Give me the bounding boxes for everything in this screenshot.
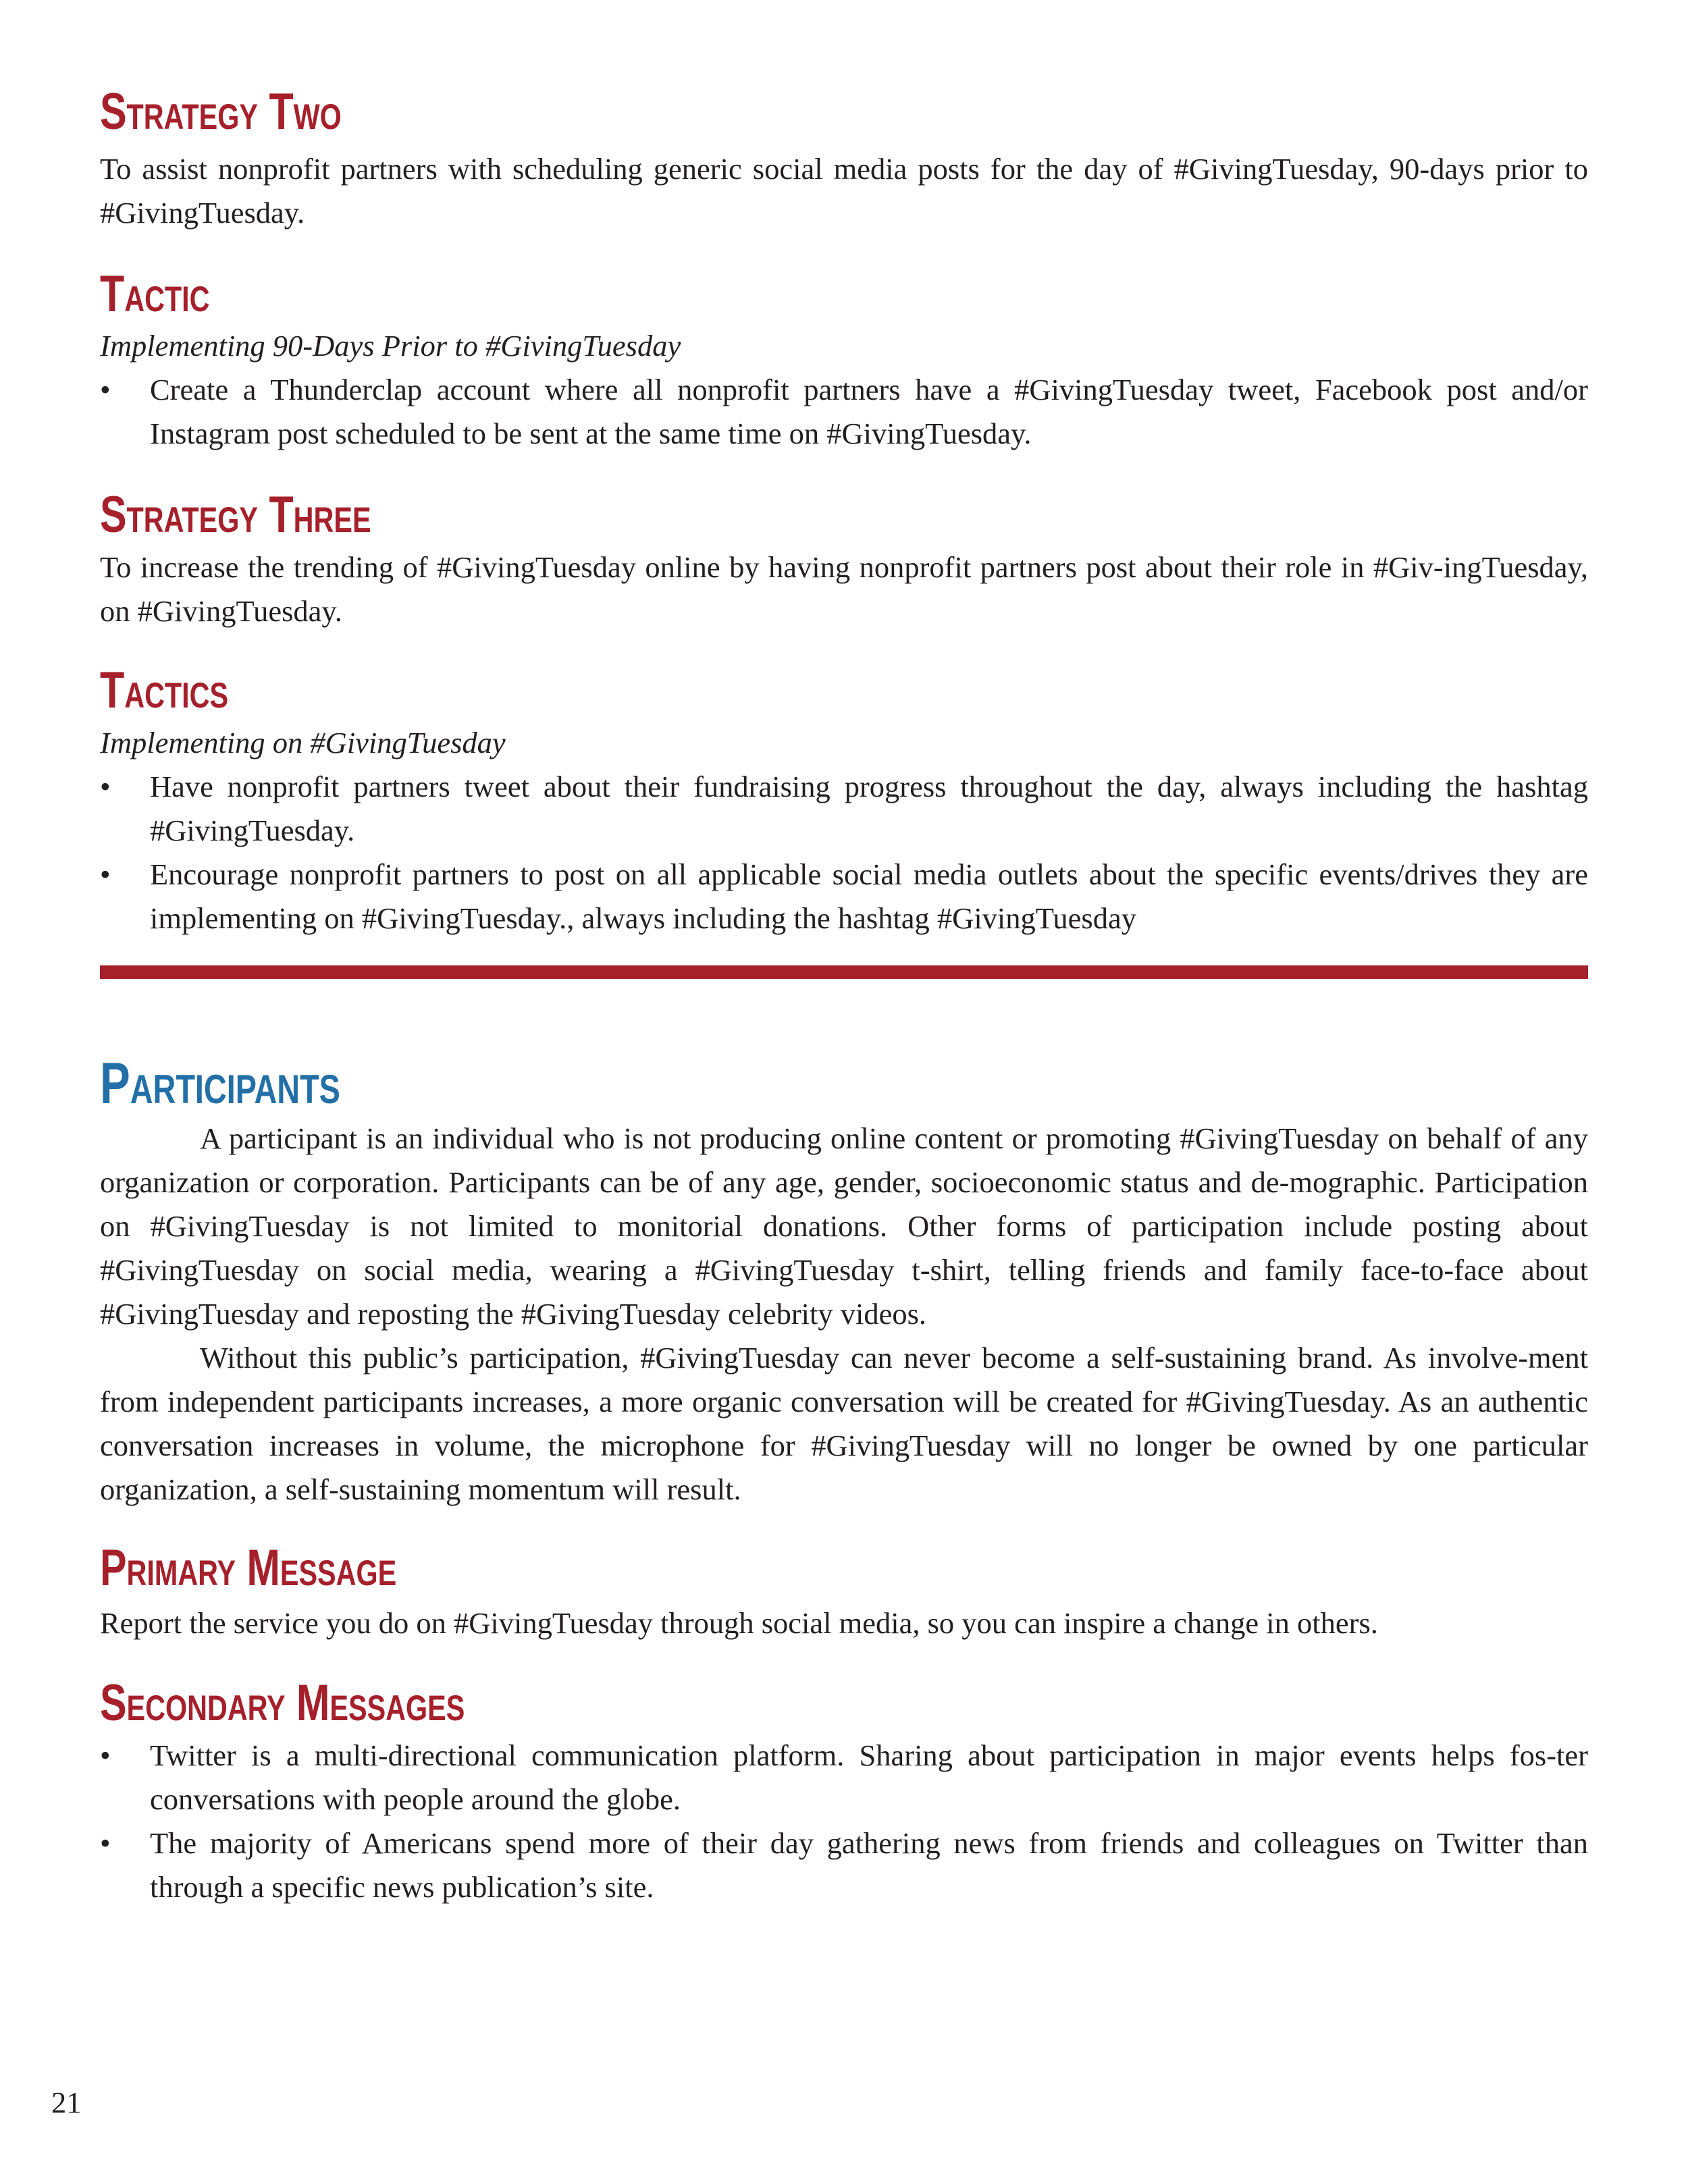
strategy-three-heading: Strategy Three <box>100 486 371 543</box>
secondary-messages-heading: Secondary Messages <box>100 1674 465 1732</box>
strategy-three-section <box>100 486 1588 543</box>
tactic-heading: Tactic <box>100 265 210 323</box>
participants-heading: Participants <box>100 1051 340 1116</box>
tactics-subheading: Implementing on #GivingTuesday <box>100 726 506 760</box>
participants-section <box>100 1051 1588 1116</box>
list-item: • Encourage nonprofit partners to post on all applicable social media outlets about the specific events/drives they are implementing on #GivingTuesday., always including the hashtag #GivingTuesday <box>100 853 1588 940</box>
primary-message-section <box>100 1539 1588 1597</box>
secondary-messages-bullet-list <box>100 1734 1588 1909</box>
tactic-bullet-list <box>100 368 1588 456</box>
list-item: • The majority of Americans spend more of their day gathering news from friends and colleagues on Twitter than through a specific news publication’s site. <box>100 1821 1588 1909</box>
tactic-subheading: Implementing 90-Days Prior to #GivingTuesday <box>100 329 681 363</box>
tactics-bullet-list <box>100 765 1588 940</box>
strategy-two-heading: Strategy Two <box>100 83 342 140</box>
primary-message-text: Report the service you do on #GivingTuesday through social media, so you can inspire a change in others. <box>100 1606 1378 1640</box>
tactic-section <box>100 265 1588 323</box>
secondary-messages-section <box>100 1674 1588 1732</box>
strategy-two-section <box>100 83 1588 140</box>
tactics-heading: Tactics <box>100 662 229 719</box>
list-item: • Create a Thunderclap account where all nonprofit partners have a #GivingTuesday tweet, Facebook post and/or Instagram post scheduled to be sent at the same time on #GivingTuesday. <box>100 368 1588 456</box>
participants-paragraph: Without this public’s participation, #GivingTuesday can never become a self-sustaining brand. As involve-ment from independent participants increases, a more organic conversation will be created for #GivingTuesday. As an authentic conversation increases in volume, the microphone for #GivingTuesday will no longer be owned by one particular organization, a self-sustaining momentum will result. <box>100 1341 1588 1506</box>
strategy-two-text: To assist nonprofit partners with scheduling generic social media posts for the day of #GivingTuesday, 90-days prior to #GivingTuesday. <box>100 152 1588 230</box>
section-divider <box>100 965 1588 979</box>
list-item: • Have nonprofit partners tweet about their fundraising progress throughout the day, always including the hashtag #GivingTuesday. <box>100 765 1588 853</box>
list-item: • Twitter is a multi-directional communication platform. Sharing about participation in major events helps fos-ter conversations with people around the globe. <box>100 1734 1588 1821</box>
primary-message-heading: Primary Message <box>100 1539 397 1597</box>
participants-paragraph: A participant is an individual who is not producing online content or promoting #GivingTuesday on behalf of any organization or corporation. Participants can be of any age, gender, socioeconomic status and de-mographic. Participation on #GivingTuesday is not limited to monitorial donations. Other forms of participation include posting about #GivingTuesday on social media, wearing a #GivingTuesday t-shirt, telling friends and family face-to-face about #GivingTuesday and reposting the #GivingTuesday celebrity videos. <box>100 1121 1588 1331</box>
page-number: 21 <box>51 2085 82 2119</box>
strategy-three-text: To increase the trending of #GivingTuesday online by having nonprofit partners post about their role in #Giv-ingTuesday, on #GivingTuesday. <box>100 550 1588 628</box>
tactics-section <box>100 662 1588 719</box>
